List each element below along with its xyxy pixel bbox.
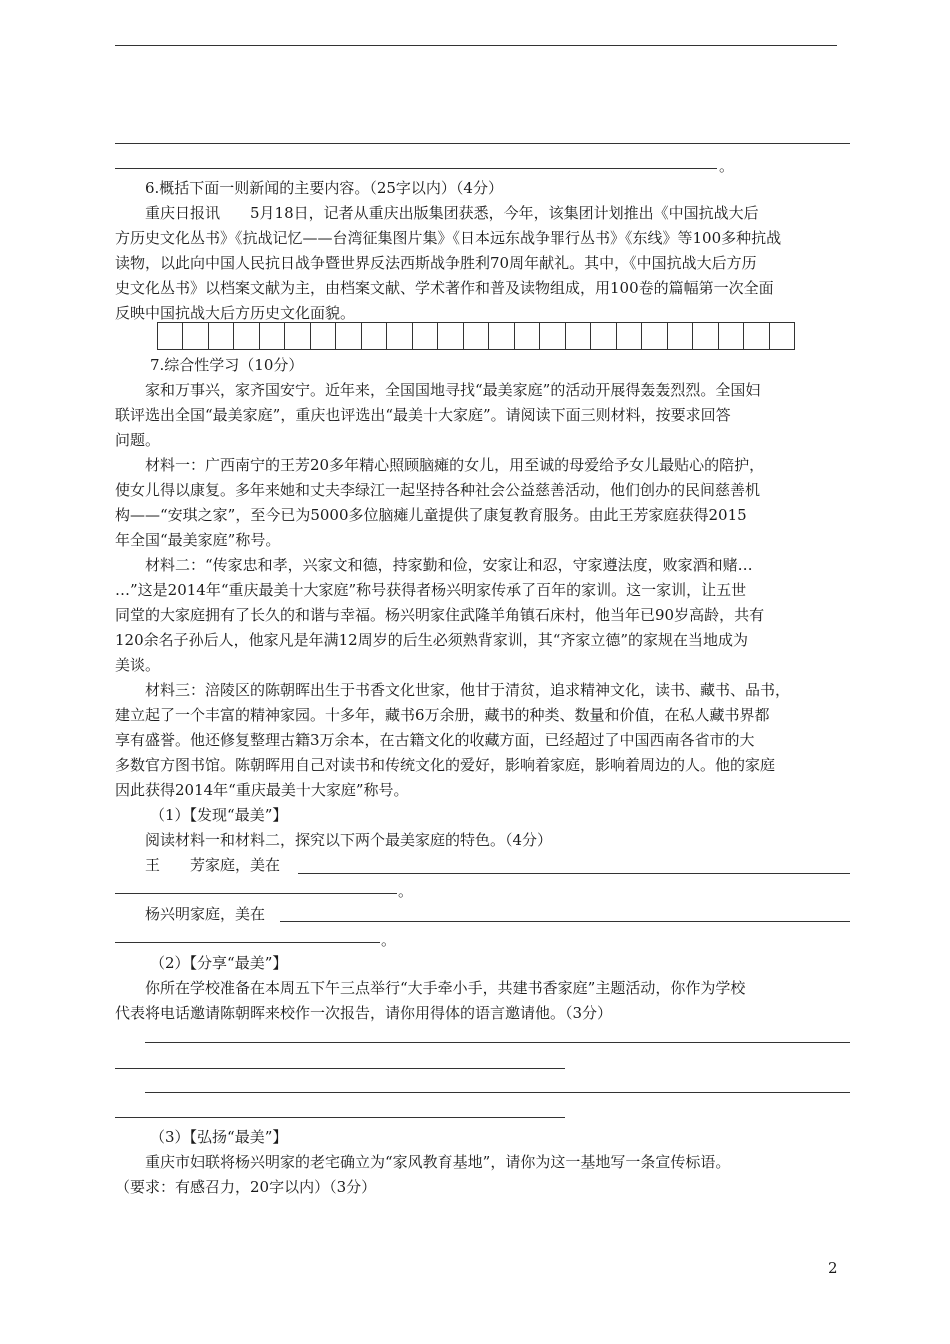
answer-line[interactable] <box>115 1117 565 1118</box>
grid-cell[interactable] <box>336 323 361 349</box>
grid-cell[interactable] <box>540 323 565 349</box>
q6-news-line: 史文化丛书》以档案文献为主，由档案文献、学术著作和普及读物组成，用100卷的篇幅第一次全面 <box>115 279 774 297</box>
q6-news-line: 反映中国抗战大后方历史文化面貌。 <box>115 304 356 322</box>
q7-title: 7.综合性学习（10分） <box>150 356 304 374</box>
wang-family-label: 王 芳家庭，美在 <box>145 856 281 874</box>
grid-cell[interactable] <box>158 323 183 349</box>
material3-line: 建立起了一个丰富的精神家园。十多年，藏书6万余册，藏书的种类、数量和价值，在私人藏书界都 <box>115 706 770 724</box>
grid-cell[interactable] <box>234 323 259 349</box>
material3-line: 享有盛誉。他还修复整理古籍3万余本，在古籍文化的收藏方面，已经超过了中国西南各省市的大 <box>115 731 755 749</box>
part3-prompt-line: （要求：有感召力，20字以内）（3分） <box>115 1178 377 1196</box>
answer-line[interactable] <box>145 1092 850 1093</box>
grid-cell[interactable] <box>515 323 540 349</box>
yang-family-label: 杨兴明家庭，美在 <box>145 905 266 923</box>
material2-line: 材料二：“传家忠和孝，兴家文和德，持家勤和俭，安家让和忍，守家遵法度，败家酒和赌… <box>145 556 753 574</box>
material3-line: 多数官方图书馆。陈朝晖用自己对读书和传统文化的爱好，影响着家庭，影响着周边的人。他的家庭 <box>115 756 776 774</box>
material2-line: 120余名子孙后人，他家凡是年满12周岁的后生必须熟背家训，其“齐家立德”的家规在当地成为 <box>115 631 749 649</box>
page-number: 2 <box>828 1259 838 1277</box>
part3-prompt-line: 重庆市妇联将杨兴明家的老宅确立为“家风教育基地”，请你为这一基地写一条宣传标语。 <box>145 1153 731 1171</box>
grid-cell[interactable] <box>617 323 642 349</box>
part3-title: （3）【弘扬“最美”】 <box>150 1128 288 1146</box>
q7-intro-line: 联评选出全国“最美家庭”，重庆也评选出“最美十大家庭”。请阅读下面三则材料，按要求回答 <box>115 406 731 424</box>
grid-cell[interactable] <box>260 323 285 349</box>
part2-prompt-line: 你所在学校准备在本周五下午三点举行“大手牵小手，共建书香家庭”主题活动，你作为学校 <box>145 979 746 997</box>
line-end-period: 。 <box>719 157 735 175</box>
answer-line[interactable] <box>115 1068 565 1069</box>
q6-news-line: 读物，以此向中国人民抗日战争暨世界反法西斯战争胜利70周年献礼。其中，《中国抗战大后方历 <box>115 254 757 272</box>
part1-prompt: 阅读材料一和材料二，探究以下两个最美家庭的特色。（4分） <box>145 831 553 849</box>
grid-cell[interactable] <box>668 323 693 349</box>
answer-grid[interactable] <box>157 322 795 350</box>
answer-line[interactable] <box>115 143 850 144</box>
grid-cell[interactable] <box>744 323 769 349</box>
material3-line: 因此获得2014年“重庆最美十大家庭”称号。 <box>115 781 409 799</box>
grid-cell[interactable] <box>285 323 310 349</box>
material1-line: 构——“安琪之家”，至今已为5000多位脑瘫儿童提供了康复教育服务。由此王芳家庭获得2015 <box>115 506 747 524</box>
answer-line[interactable] <box>115 893 397 894</box>
part1-title: （1）【发现“最美”】 <box>150 806 288 824</box>
answer-line[interactable] <box>115 45 837 46</box>
grid-cell[interactable] <box>413 323 438 349</box>
material1-line: 使女儿得以康复。多年来她和丈夫李绿江一起坚持各种社会公益慈善活动，他们创办的民间慈善机 <box>115 481 761 499</box>
grid-cell[interactable] <box>566 323 591 349</box>
material2-line: 同堂的大家庭拥有了长久的和谐与幸福。杨兴明家住武隆羊角镇石床村，他当年已90岁高龄，共有 <box>115 606 765 624</box>
grid-cell[interactable] <box>311 323 336 349</box>
q6-news-line: 方历史文化丛书》《抗战记忆——台湾征集图片集》《日本远东战争罪行丛书》《东线》等100多种抗战 <box>115 229 782 247</box>
part2-prompt-line: 代表将电话邀请陈朝晖来校作一次报告，请你用得体的语言邀请他。（3分） <box>115 1004 613 1022</box>
grid-cell[interactable] <box>719 323 744 349</box>
grid-cell[interactable] <box>209 323 234 349</box>
grid-cell[interactable] <box>183 323 208 349</box>
grid-cell[interactable] <box>362 323 387 349</box>
material1-line: 材料一：广西南宁的王芳20多年精心照顾脑瘫的女儿，用至诚的母爱给予女儿最贴心的陪护， <box>145 456 765 474</box>
q6-title: 6.概括下面一则新闻的主要内容。（25字以内）（4分） <box>145 179 503 197</box>
material1-line: 年全国“最美家庭”称号。 <box>115 531 281 549</box>
part2-title: （2）【分享“最美”】 <box>150 954 288 972</box>
material2-line: …”这是2014年“重庆最美十大家庭”称号获得者杨兴明家传承了百年的家训。这一家训，让五世 <box>115 581 747 599</box>
q7-intro-line: 家和万事兴，家齐国安宁。近年来，全国国地寻找“最美家庭”的活动开展得轰轰烈烈。全国妇 <box>145 381 761 399</box>
line-end-period: 。 <box>381 931 397 949</box>
q7-intro-line: 问题。 <box>115 431 161 449</box>
answer-line[interactable] <box>298 873 850 874</box>
grid-cell[interactable] <box>464 323 489 349</box>
grid-cell[interactable] <box>489 323 514 349</box>
grid-cell[interactable] <box>770 323 794 349</box>
material3-line: 材料三：涪陵区的陈朝晖出生于书香文化世家，他甘于清贫，追求精神文化，读书、藏书、品书， <box>145 681 791 699</box>
grid-cell[interactable] <box>387 323 412 349</box>
grid-cell[interactable] <box>438 323 463 349</box>
answer-line[interactable] <box>145 1042 850 1043</box>
answer-line[interactable] <box>280 921 850 922</box>
grid-cell[interactable] <box>642 323 667 349</box>
q6-news-line: 重庆日报讯 5月18日，记者从重庆出版集团获悉，今年，该集团计划推出《中国抗战大后 <box>145 204 759 222</box>
answer-line[interactable] <box>115 168 717 169</box>
line-end-period: 。 <box>398 882 414 900</box>
grid-cell[interactable] <box>591 323 616 349</box>
material2-line: 美谈。 <box>115 656 161 674</box>
grid-cell[interactable] <box>693 323 718 349</box>
answer-line[interactable] <box>115 942 380 943</box>
